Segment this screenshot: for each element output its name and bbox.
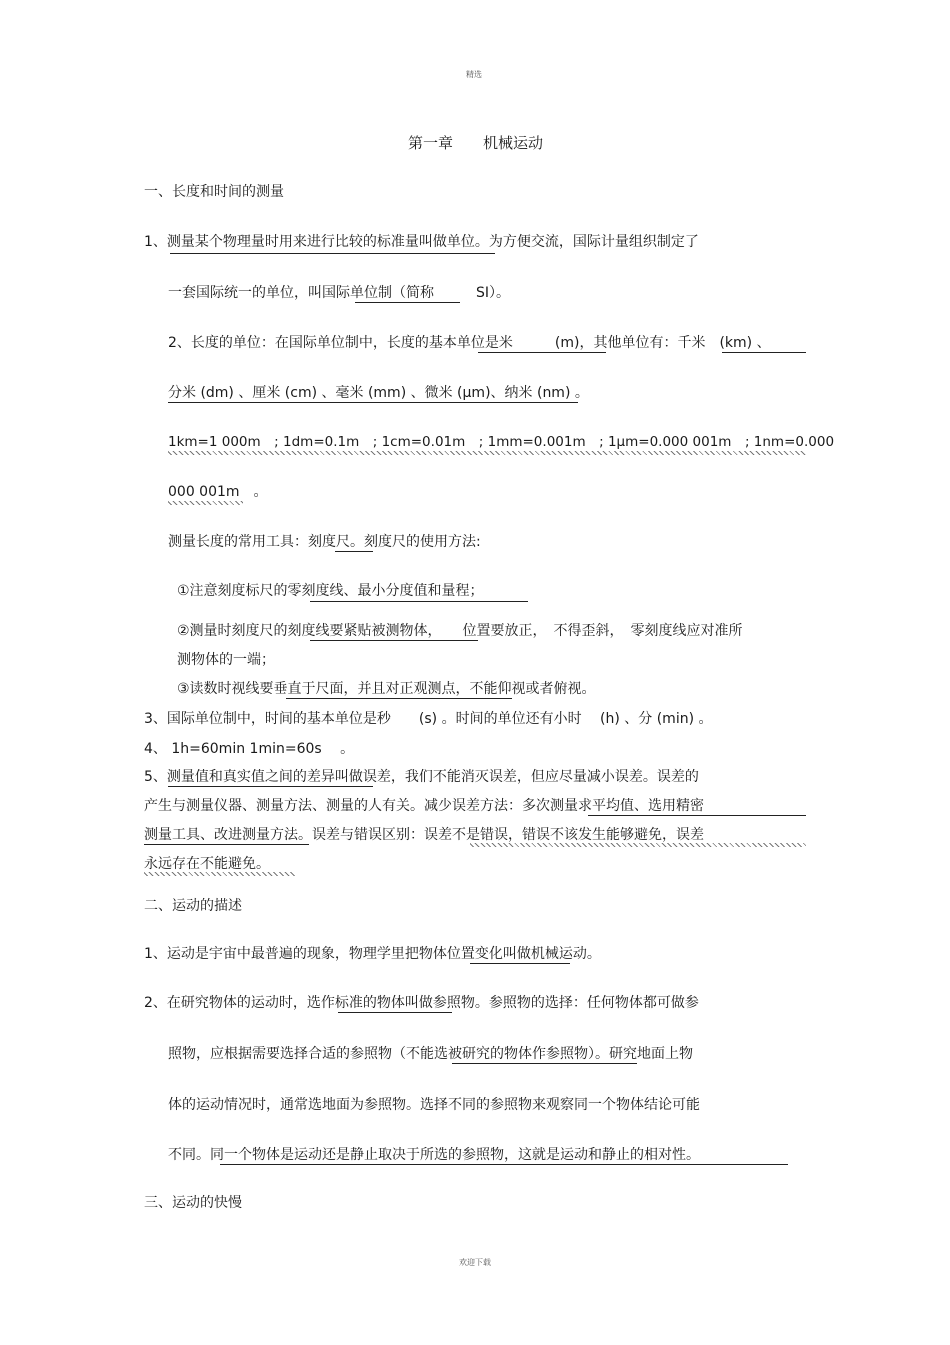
footer-label: 欢迎下载 bbox=[459, 1258, 491, 1267]
section-heading: 三、运动的快慢 bbox=[144, 1195, 242, 1211]
paragraph-line: 1、测量某个物理量时用来进行比较的标准量叫做单位。为方便交流，国际计量组织制定了 bbox=[144, 234, 699, 250]
paragraph-line: 测量工具、改进测量方法。误差与错误区别：误差不是错误，错误不该发生能够避免，误差 bbox=[144, 827, 704, 843]
wavy-underline bbox=[144, 872, 296, 876]
paragraph-line: 2、在研究物体的运动时，选作标准的物体叫做参照物。参照物的选择：任何物体都可做参 bbox=[144, 995, 699, 1011]
underline bbox=[168, 786, 373, 787]
paragraph-line: 4、 1h=60min 1min=60s 。 bbox=[144, 741, 355, 757]
underline bbox=[338, 1012, 452, 1013]
paragraph-line: 永远存在不能避免。 bbox=[144, 856, 270, 872]
underline bbox=[588, 815, 806, 816]
underline bbox=[144, 844, 309, 845]
underline bbox=[310, 640, 478, 641]
paragraph-line: 1、运动是宇宙中最普遍的现象，物理学里把物体位置变化叫做机械运动。 bbox=[144, 946, 601, 962]
underline bbox=[335, 551, 373, 552]
paragraph-line: 体的运动情况时，通常选地面为参照物。选择不同的参照物来观察同一个物体结论可能 bbox=[168, 1097, 700, 1113]
paragraph-line: 分米 (dm) 、厘米 (cm) 、毫米 (mm) 、微米 (μm)、纳米 (nm) 。 bbox=[168, 385, 589, 401]
paragraph-line: 不同。同一个物体是运动还是静止取决于所选的参照物，这就是运动和静止的相对性。 bbox=[168, 1147, 700, 1163]
underline bbox=[478, 352, 606, 353]
underline bbox=[355, 302, 460, 303]
underline bbox=[722, 352, 806, 353]
paragraph-line: 000 001m 。 bbox=[168, 484, 268, 500]
underline bbox=[168, 402, 578, 403]
section-heading: 二、运动的描述 bbox=[144, 898, 242, 914]
paragraph-line: 1km=1 000m ; 1dm=0.1m ; 1cm=0.01m ; 1mm=0.001m ; 1μm=0.000 001m ; 1nm=0.000 bbox=[168, 434, 835, 450]
list-item: ②测量时刻度尺的刻度线要紧贴被测物体， 位置要放正， 不得歪斜， 零刻度线应对准所 bbox=[177, 623, 743, 639]
underline bbox=[220, 1164, 788, 1165]
paragraph-line: 测量长度的常用工具：刻度尺。刻度尺的使用方法: bbox=[168, 534, 481, 550]
underline bbox=[452, 1063, 637, 1064]
paragraph-line: 产生与测量仪器、测量方法、测量的人有关。减少误差方法：多次测量求平均值、选用精密 bbox=[144, 798, 704, 814]
header-label: 精选 bbox=[466, 70, 482, 79]
list-item: 测物体的一端； bbox=[177, 652, 275, 668]
underline bbox=[310, 601, 528, 602]
paragraph-line: 照物，应根据需要选择合适的参照物（不能选被研究的物体作参照物）。研究地面上物 bbox=[168, 1046, 693, 1062]
wavy-underline bbox=[470, 843, 806, 847]
paragraph-line: 5、测量值和真实值之间的差异叫做误差，我们不能消灭误差，但应尽量减小误差。误差的 bbox=[144, 769, 699, 785]
wavy-underline bbox=[168, 451, 806, 455]
list-item: ③读数时视线要垂直于尺面，并且对正观测点，不能仰视或者俯视。 bbox=[177, 681, 596, 697]
underline bbox=[170, 253, 495, 254]
paragraph-line: 2、长度的单位：在国际单位制中，长度的基本单位是米 (m)，其他单位有：千米 (km) 、 bbox=[168, 335, 771, 351]
paragraph-line: 3、国际单位制中，时间的基本单位是秒 (s) 。时间的单位还有小时 (h) 、分 (min) 。 bbox=[144, 711, 713, 727]
wavy-underline bbox=[168, 501, 243, 505]
chapter-title: 第一章 机械运动 bbox=[408, 134, 544, 152]
underline bbox=[470, 963, 570, 964]
underline bbox=[286, 698, 512, 699]
list-item: ①注意刻度标尺的零刻度线、最小分度值和量程； bbox=[177, 583, 484, 599]
section-heading: 一、长度和时间的测量 bbox=[144, 184, 284, 200]
paragraph-line: 一套国际统一的单位，叫国际单位制（简称 SI）。 bbox=[168, 285, 511, 301]
